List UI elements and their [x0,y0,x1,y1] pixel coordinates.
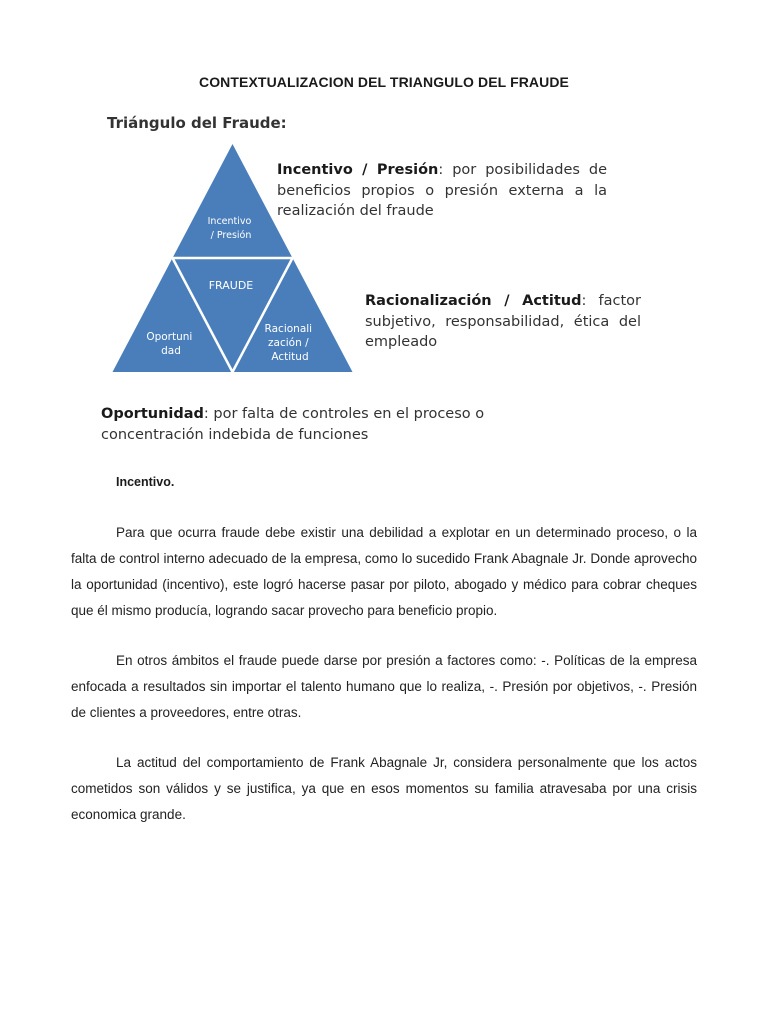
note-text: : factor subjetivo, responsabilidad, ética del empleado [365,293,642,350]
figure-title: Triángulo del Fraude: [107,114,287,132]
note-incentivo-presion [277,160,607,222]
note-text: : por posibilidades de beneficios propios o presión externa a la realización del fraude [277,162,607,219]
note-term: Racionalización / Actitud [365,293,582,309]
body-paragraph [71,648,697,726]
note-term: Oportunidad [101,406,204,422]
body-paragraph [71,750,697,828]
paragraph-text: Para que ocurra fraude debe existir una debilidad a explotar en un determinado proceso, o la falta de control interno adecuado de la empresa, como lo sucedido Frank Abagnale Jr. Donde aprovecho la oportunidad (incentivo), este logró hacerse pasar por piloto, abogado y médico para cobrar cheques que él mismo producía, logrando sacar provecho para beneficio propio. [71,525,697,618]
triangle-right-line: Racionali [264,323,313,335]
triangle-center-label: FRAUDE [208,279,254,292]
note-oportunidad [101,404,521,445]
triangle-top-line: / Presión [210,230,252,241]
paragraph-text: La actitud del comportamiento de Frank Abagnale Jr, considera personalmente que los actos cometidos son válidos y se justifica, ya que en esos momentos su familia atravesaba por una crisis economica grande. [71,755,697,822]
note-text: : por falta de controles en el proceso o concentración indebida de funciones [101,406,485,443]
triangle-right-line: Actitud [271,351,309,363]
triangle-left-line: dad [161,345,181,357]
triangle-right-label [265,323,316,363]
section-heading: Incentivo. [116,475,175,489]
triangle-right-line: zación / [268,337,309,349]
document-title: CONTEXTUALIZACION DEL TRIANGULO DEL FRAUDE [198,74,569,90]
paragraph-text: En otros ámbitos el fraude puede darse por presión a factores como: -. Políticas de la empresa enfocada a resultados sin importar el talento humano que lo realiza, -. Presión por objetivos, -. Presión de clientes a proveedores, entre otras. [71,653,697,720]
note-term: Incentivo / Presión [277,162,439,178]
triangle-left-line: Oportuni [146,331,193,343]
note-racionalizacion-actitud [365,291,641,353]
body-paragraph [71,520,697,624]
triangle-top-line: Incentivo [207,216,252,227]
